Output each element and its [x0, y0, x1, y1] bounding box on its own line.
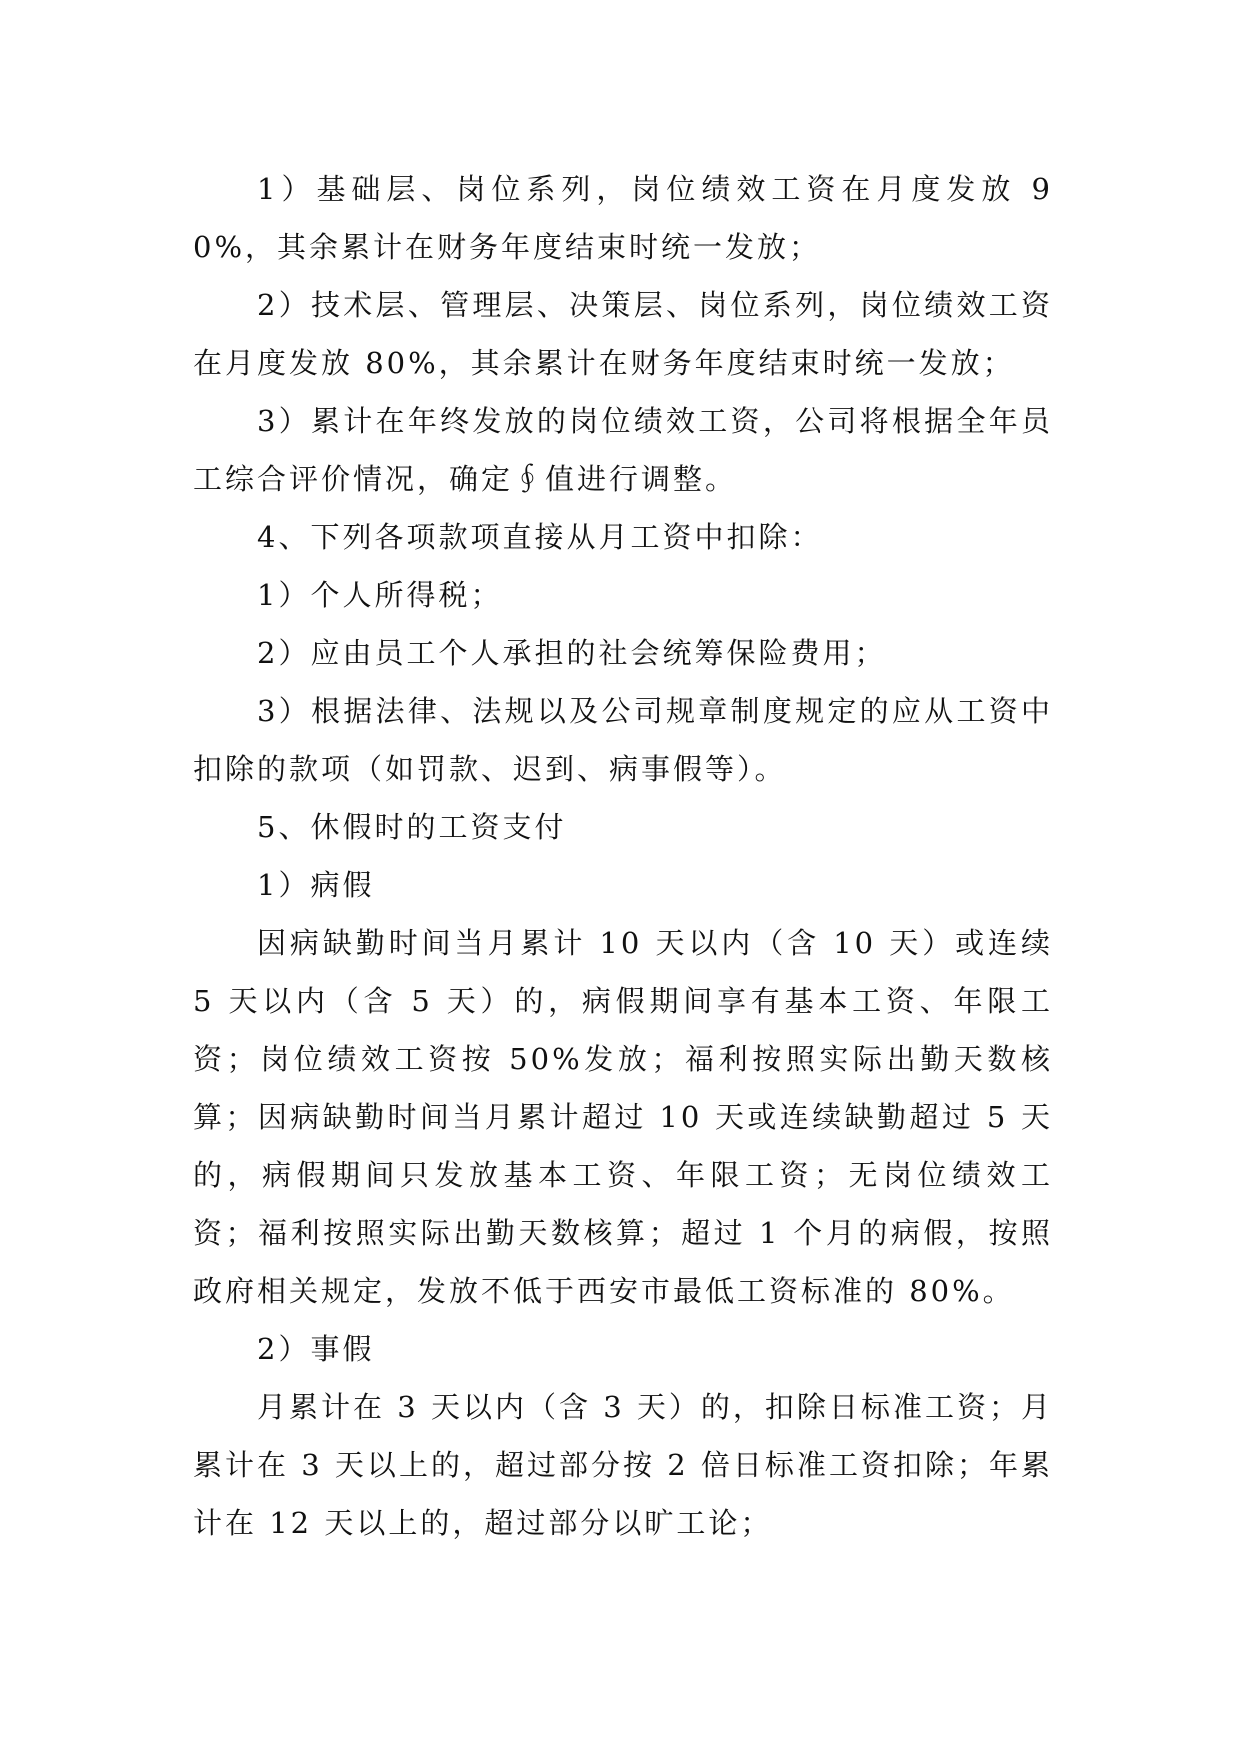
paragraph-social-insurance: 2）应由员工个人承担的社会统筹保险费用； — [257, 636, 887, 670]
heading-leave-pay: 5、休假时的工资支付 — [257, 810, 567, 844]
heading-sick-leave: 1）病假 — [257, 868, 375, 902]
paragraph-year-end-adjustment: 3）累计在年终发放的岗位绩效工资，公司将根据全年员工综合评价情况，确定∮值进行调整。 — [193, 404, 1053, 496]
document-body — [193, 160, 1053, 1552]
paragraph-personal-leave-rules: 月累计在 3 天以内（含 3 天）的，扣除日标准工资；月累计在 3 天以上的，超过部分按 2 倍日标准工资扣除；年累计在 12 天以上的，超过部分以旷工论； — [193, 1390, 1053, 1540]
paragraph-sick-leave-rules: 因病缺勤时间当月累计 10 天以内（含 10 天）或连续 5 天以内（含 5 天）的，病假期间享有基本工资、年限工资；岗位绩效工资按 50%发放；福利按照实际出勤天数核算；因病缺勤时间当月累计超过 10 天或连续缺勤超过 5 天的，病假期间只发放基本工资、年限工资；无岗位绩效工资；福利按照实际出勤天数核算；超过 1 个月的病假，按照政府相关规定，发放不低于西安市最低工资标准的 80%。 — [193, 926, 1053, 1308]
paragraph-performance-pay-basic: 1）基础层、岗位系列，岗位绩效工资在月度发放 90%，其余累计在财务年度结束时统一发放； — [193, 172, 1053, 264]
paragraph-income-tax: 1）个人所得税； — [257, 578, 503, 612]
heading-personal-leave: 2）事假 — [257, 1332, 375, 1366]
paragraph-performance-pay-technical: 2）技术层、管理层、决策层、岗位系列，岗位绩效工资在月度发放 80%，其余累计在财务年度结束时统一发放； — [193, 288, 1053, 380]
paragraph-rule-deductions: 3）根据法律、法规以及公司规章制度规定的应从工资中扣除的款项（如罚款、迟到、病事假等）。 — [193, 694, 1053, 786]
heading-deductions: 4、下列各项款项直接从月工资中扣除： — [257, 520, 823, 554]
